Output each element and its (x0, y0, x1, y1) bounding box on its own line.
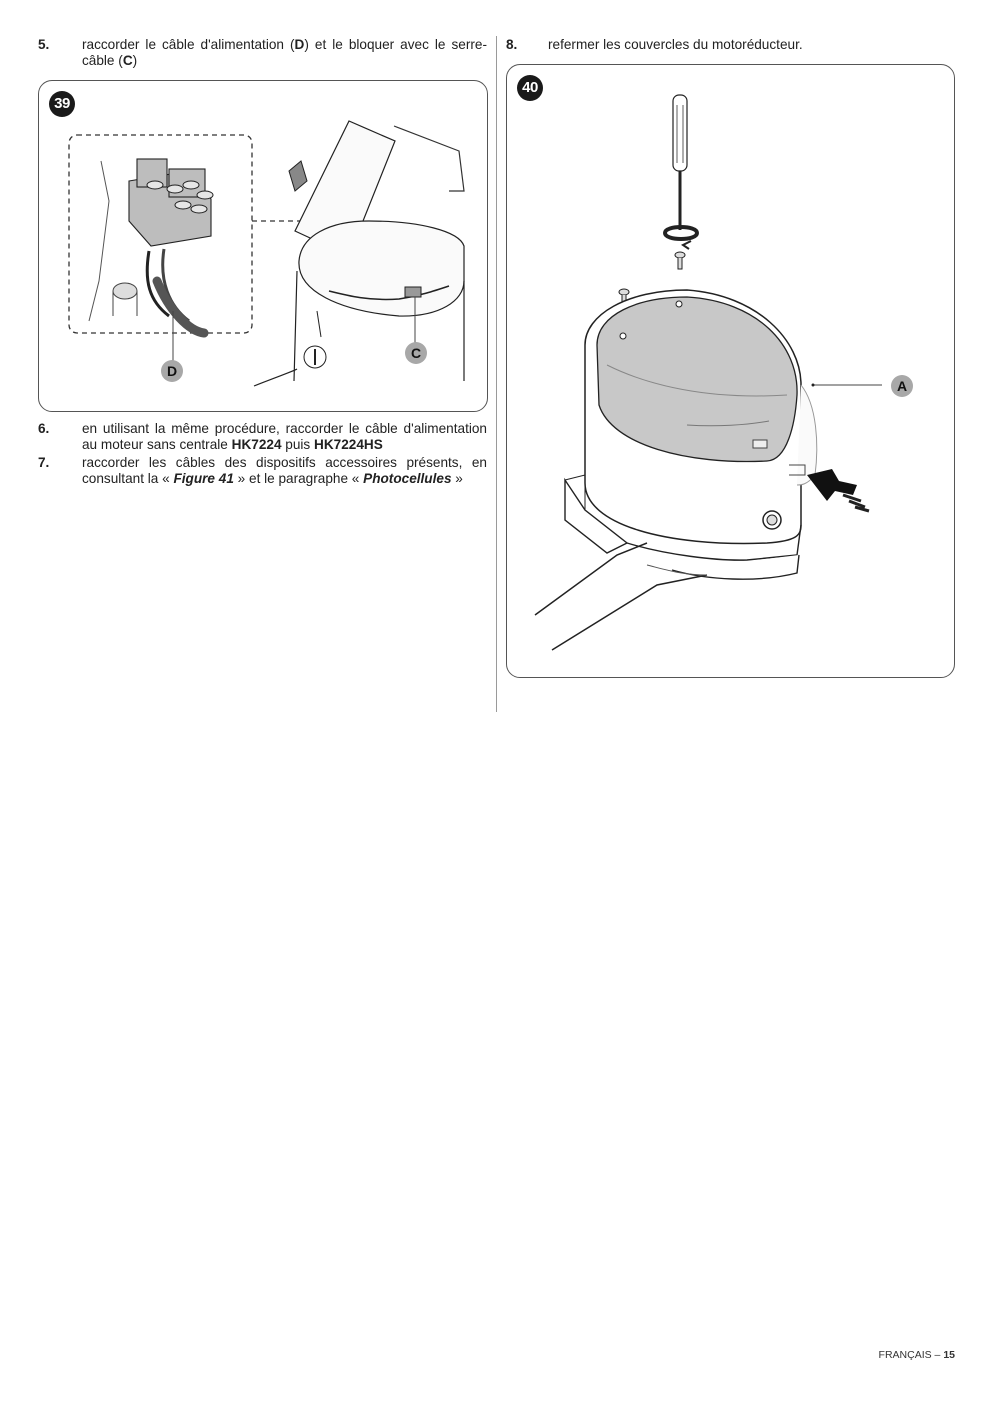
step-number: 5. (38, 37, 50, 52)
figure-number-badge: 39 (49, 91, 75, 117)
motor-cover-illustration (507, 65, 954, 677)
step-text: raccorder le câble d'alimentation (D) et le bloquer avec le serre-câble (C) (82, 37, 487, 68)
step-8 (506, 37, 956, 55)
figure-40 (506, 64, 955, 678)
footer-language: FRANÇAIS – (878, 1349, 944, 1361)
step-6 (38, 421, 488, 455)
column-divider (496, 36, 497, 712)
step-number: 8. (506, 37, 518, 52)
step-text: refermer les couvercles du motoréducteur. (548, 37, 803, 52)
step-text: en utilisant la même procédure, raccorder le câble d'alimentation au moteur sans centrale HK7224 puis HK7224HS (82, 421, 487, 452)
callout-a: A (891, 375, 913, 397)
step-5 (38, 37, 488, 71)
step-text: raccorder les câbles des dispositifs accessoires présents, en consultant la « Figure 41 » et le paragraphe « Photocellules » (82, 455, 487, 486)
callout-d: D (161, 360, 183, 382)
figure-number-badge: 40 (517, 75, 543, 101)
step-number: 7. (38, 455, 50, 470)
figure-39 (38, 80, 488, 412)
screwdriver-icon (673, 95, 687, 230)
page-number: 15 (943, 1349, 955, 1361)
step-7 (38, 455, 488, 489)
step-number: 6. (38, 421, 50, 436)
page-footer (879, 1349, 955, 1361)
callout-c: C (405, 342, 427, 364)
